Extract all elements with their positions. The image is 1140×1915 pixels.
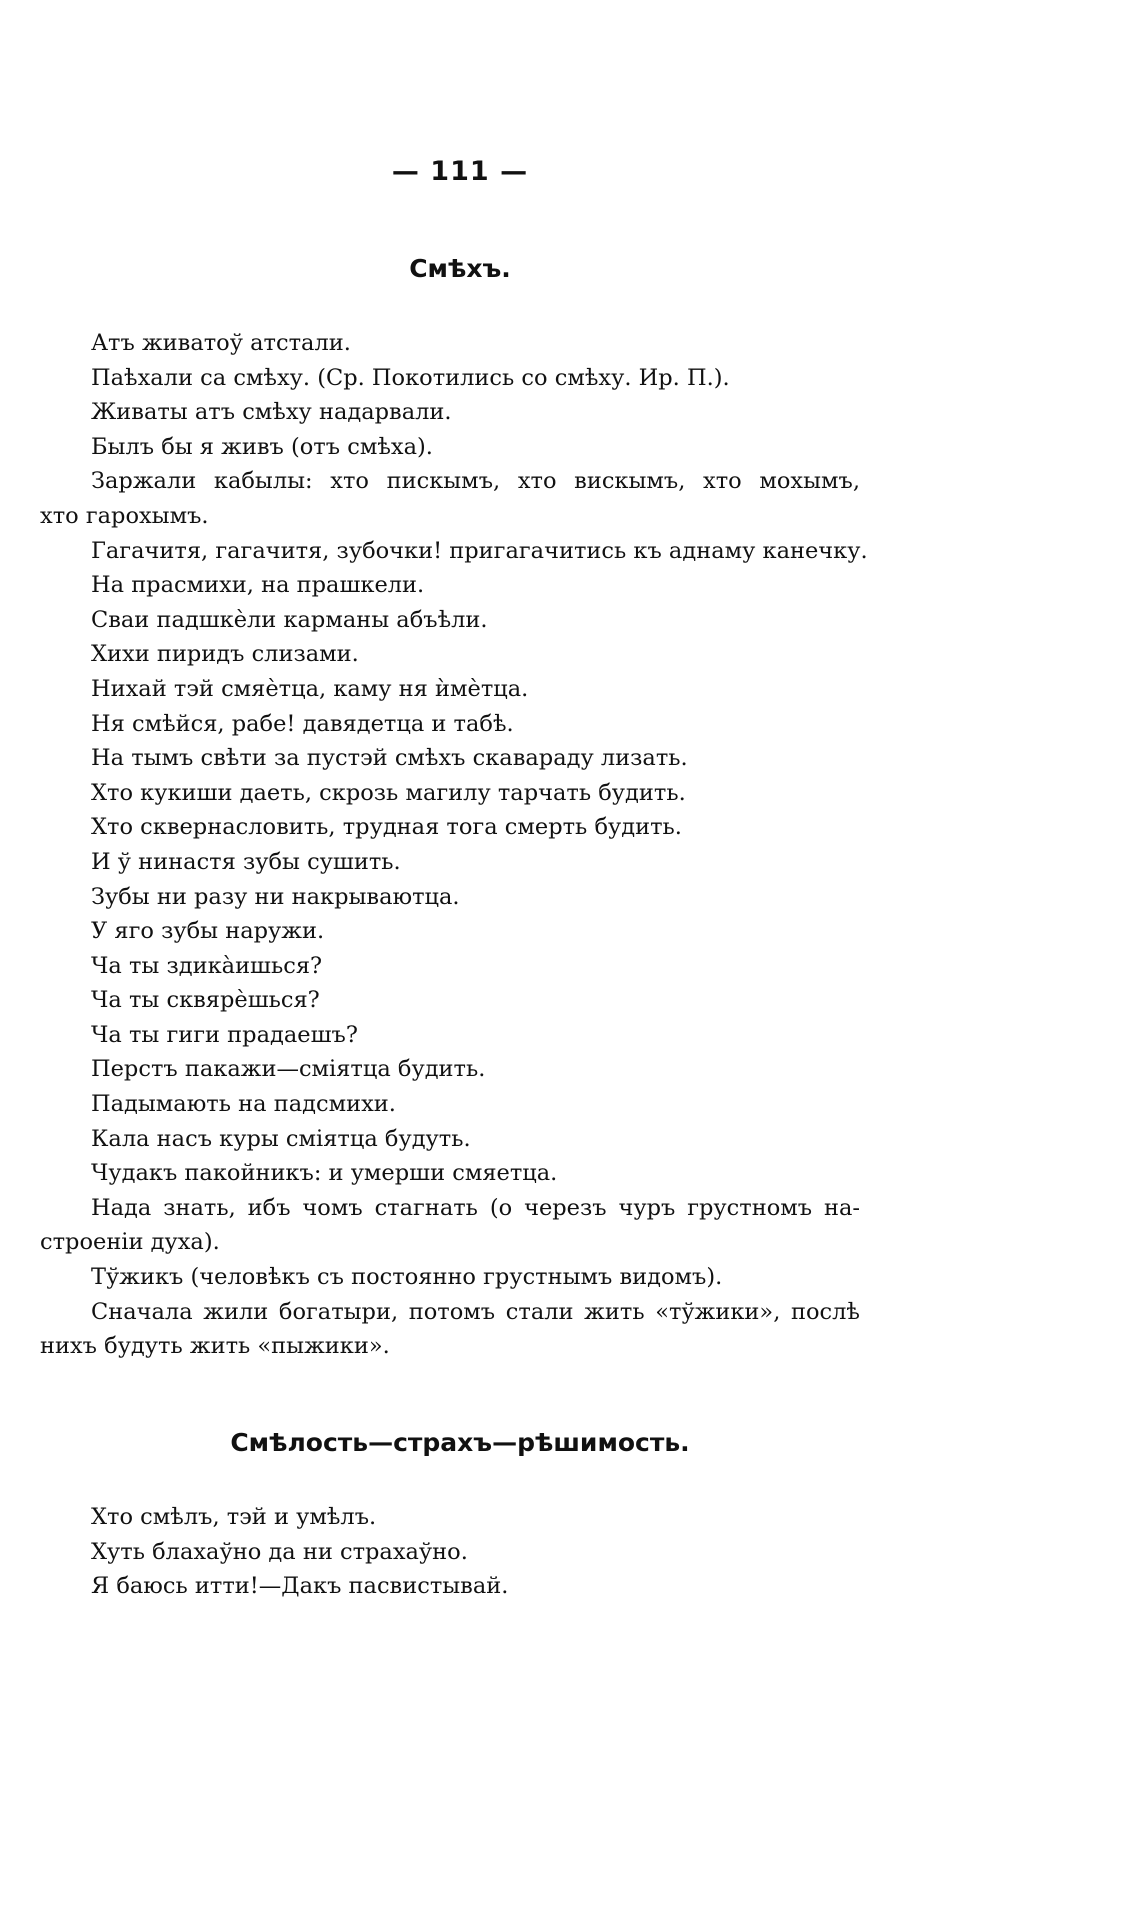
proverb-line: Тўжикъ (человѣкъ съ постоянно грустнымъ видомъ). (91, 1264, 723, 1291)
proverb-line: У яго зубы наружи. (91, 918, 325, 945)
page-number: — 111 — (391, 156, 529, 187)
proverb-line: Ча ты здикàишься? (91, 952, 323, 979)
proverb-line: На тымъ свѣти за пустэй смѣхъ скавараду лизать. (91, 745, 688, 772)
proverb-line: И ў нинастя зубы сушить. (91, 848, 401, 875)
proverb-line: Кала насъ куры сміятца будуть. (91, 1125, 471, 1152)
section-title-courage: Смѣлость—страхъ—рѣшимость. (230, 1428, 690, 1457)
proverb-line: Перстъ пакажи—сміятца будить. (91, 1056, 486, 1083)
section-title-laughter: Смѣхъ. (409, 254, 511, 283)
proverb-line: Сваи падшкѐли карманы абъѣли. (91, 606, 488, 633)
proverb-line: Нада знать, ибъ чомъ стагнать (о черезъ чуръ грустномъ на- (91, 1194, 860, 1221)
proverb-line: Хто смѣлъ, тэй и умѣлъ. (91, 1504, 377, 1530)
proverb-line: нихъ будуть жить «пыжики». (40, 1333, 390, 1360)
proverb-line: Хто кукиши даеть, скрозь магилу тарчать будить. (91, 779, 686, 806)
proverb-line: Чудакъ пакойникъ: и умерши смяетца. (91, 1160, 558, 1187)
proverb-list-laughter (40, 326, 868, 1364)
proverb-line: Былъ бы я живъ (отъ смѣха). (91, 433, 433, 460)
proverb-line: Ча ты гиги прадаешъ? (91, 1021, 358, 1048)
proverb-line: Нихай тэй смяѐтца, каму ня ѝмѐтца. (91, 675, 529, 702)
proverb-list-courage (40, 1500, 860, 1604)
proverb-line: Я баюсь итти!—Дакъ пасвистывай. (91, 1573, 509, 1600)
proverb-line: строеніи духа). (40, 1229, 220, 1256)
proverb-line: Падымають на падсмихи. (91, 1091, 396, 1118)
proverb-line: Паѣхали са смѣху. (Ср. Покотились со смѣху. Ир. П.). (91, 364, 730, 391)
proverb-line: Хуть блахаўно да ни страхаўно. (91, 1538, 468, 1565)
proverb-line: Хто сквернасловить, трудная тога смерть будить. (91, 814, 682, 841)
proverb-line: Атъ живатоў атстали. (91, 330, 351, 356)
proverb-line: Ча ты сквярѐшься? (91, 987, 320, 1014)
proverb-line: Ня смѣйся, рабе! давядетца и табѣ. (91, 710, 514, 737)
proverb-line: На прасмихи, на прашкели. (91, 572, 425, 599)
proverb-line: хто гарохымъ. (40, 502, 209, 529)
proverb-line: Сначала жили богатыри, потомъ стали жить «тўжики», послѣ (91, 1298, 860, 1325)
proverb-line: Гагачитя, гагачитя, зубочки! пригагачитись къ аднаму канечку. (91, 537, 868, 564)
proverb-line: Живаты атъ смѣху надарвали. (91, 399, 452, 426)
proverb-line: Хихи пиридъ слизами. (91, 641, 359, 668)
proverb-line: Зубы ни разу ни накрываютца. (91, 883, 460, 910)
proverb-line: Заржали кабылы: хто пискымъ, хто вискымъ, хто мохымъ, (91, 468, 860, 495)
